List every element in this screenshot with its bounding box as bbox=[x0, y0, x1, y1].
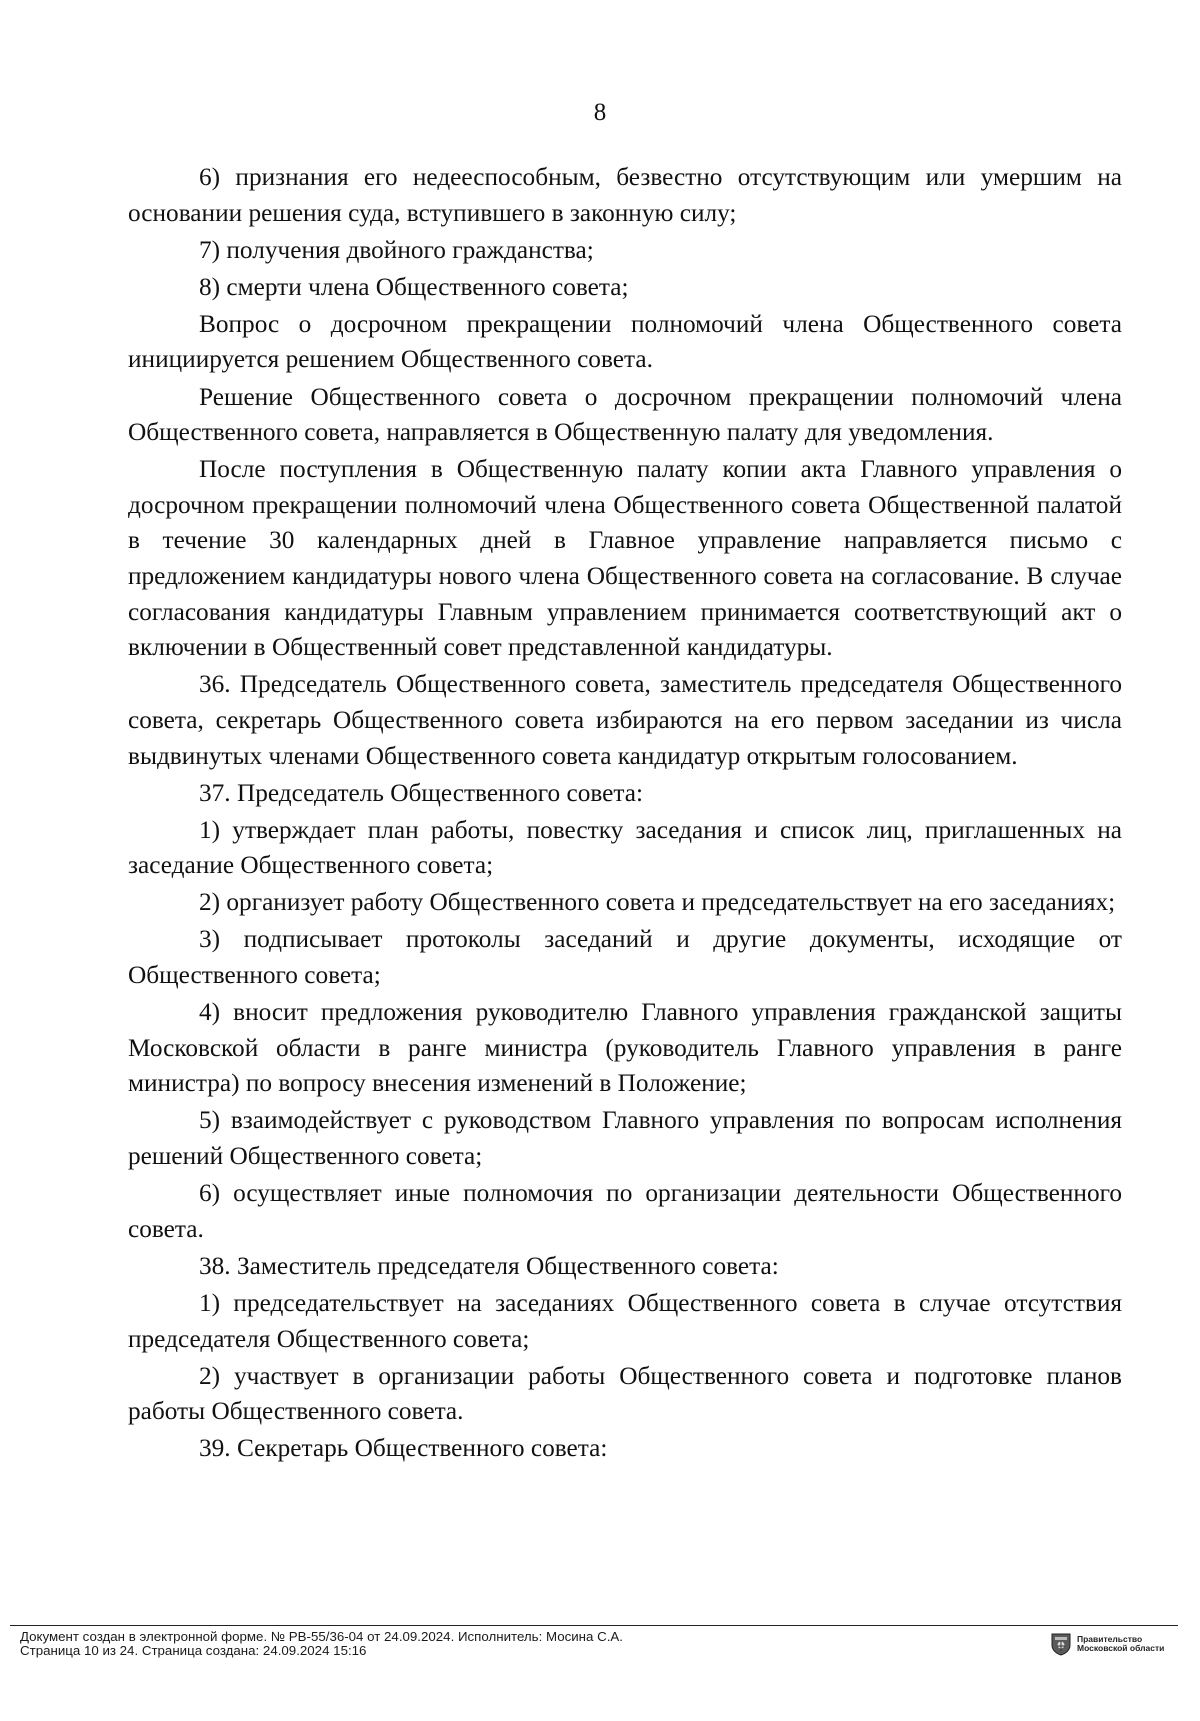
paragraph: 1) председательствует на заседаниях Общественного совета в случае отсутствия председателя Общественного совета; bbox=[128, 1288, 1122, 1353]
paragraph: 6) признания его недееспособным, безвестно отсутствующим или умершим на основании решения суда, вступившего в законную силу; bbox=[128, 163, 1122, 227]
paragraph: 6) осуществляет иные полномочия по организации деятельности Общественного совета. bbox=[128, 1179, 1122, 1243]
paragraph: 3) подписывает протоколы заседаний и другие документы, исходящие от Общественного совета; bbox=[128, 925, 1122, 990]
paragraph: 1) утверждает план работы, повестку заседания и список лиц, приглашенных на заседание Общественного совета; bbox=[128, 815, 1122, 880]
paragraph: 7) получения двойного гражданства; bbox=[199, 235, 594, 264]
page-number: 8 bbox=[593, 99, 607, 126]
logo-text-line2: Московской области bbox=[1077, 1643, 1165, 1653]
paragraph: Решение Общественного совета о досрочном прекращении полномочий члена Общественного совета, направляется в Общественную палату для уведомления. bbox=[128, 382, 1122, 447]
logo-text-line1: Правительство bbox=[1077, 1633, 1143, 1644]
paragraph: 36. Председатель Общественного совета, заместитель председателя Общественного совета, секретарь Общественного совета избираются на его первом заседании из числа выдвинутых членами Общественного совета кандидатур открытым голосованием. bbox=[128, 670, 1122, 770]
paragraph: 37. Председатель Общественного совета: bbox=[199, 778, 644, 807]
document-body bbox=[128, 160, 1122, 1468]
coat-of-arms-icon bbox=[1050, 1632, 1072, 1656]
footer-logo bbox=[1050, 1632, 1164, 1656]
paragraph: 2) участвует в организации работы Общественного совета и подготовке планов работы Общественного совета. bbox=[128, 1361, 1122, 1426]
footer-divider bbox=[10, 1625, 1178, 1626]
paragraph: 39. Секретарь Общественного совета: bbox=[199, 1434, 608, 1463]
paragraph: После поступления в Общественную палату копии акта Главного управления о досрочном прекращении полномочий члена Общественного совета Общественной палатой в течение 30 календарных дней в Главное управление направляется письмо с предложением кандидатуры нового члена Общественного совета на согласование. В случае согласования кандидатуры Главным управлением принимается соответствующий акт о включении в Общественный совет представленной кандидатуры. bbox=[128, 455, 1122, 662]
footer-info bbox=[20, 1630, 623, 1658]
paragraph: 8) смерти члена Общественного совета; bbox=[199, 272, 629, 301]
footer-page-line: Страница 10 из 24. Страница создана: 24.09.2024 15:16 bbox=[20, 1643, 367, 1658]
footer-document-line: Документ создан в электронной форме. № РВ-55/36-04 от 24.09.2024. Исполнитель: Мосина С.А. bbox=[20, 1629, 623, 1644]
paragraph: 4) вносит предложения руководителю Главного управления гражданской защиты Московской области в ранге министра (руководитель Главного управления в ранге министра) по вопросу внесения изменений в Положение; bbox=[128, 998, 1122, 1098]
paragraph: 5) взаимодействует с руководством Главного управления по вопросам исполнения решений Общественного совета; bbox=[128, 1106, 1122, 1171]
paragraph: 38. Заместитель председателя Общественного совета: bbox=[199, 1251, 779, 1280]
paragraph: 2) организует работу Общественного совета и председательствует на его заседаниях; bbox=[199, 888, 1116, 917]
paragraph: Вопрос о досрочном прекращении полномочий члена Общественного совета инициируется решением Общественного совета. bbox=[128, 309, 1122, 374]
